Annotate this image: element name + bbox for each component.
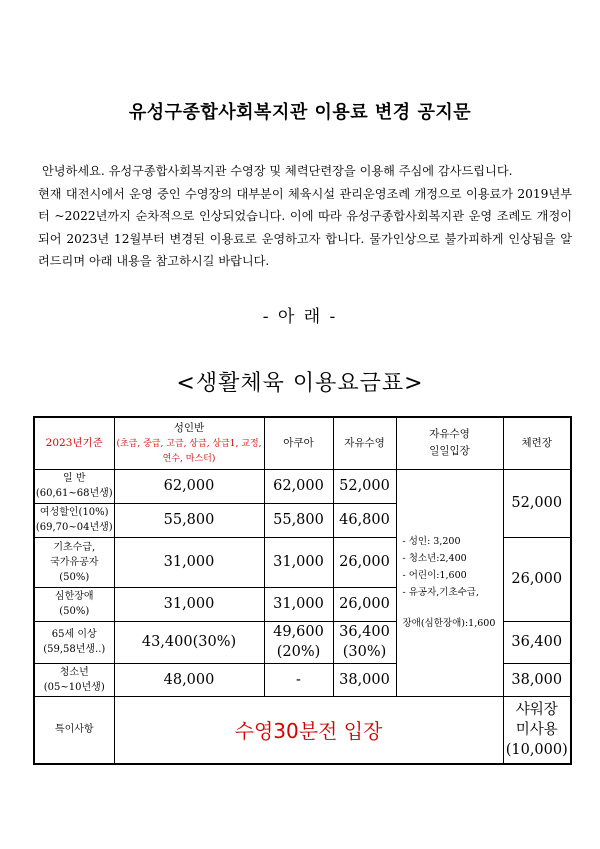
row-label-line: 여성할인(10%) (39, 507, 109, 518)
cell-aqua: 31,000 (264, 537, 333, 587)
row-label-general (34, 469, 114, 503)
cell-line: 샤워장 (515, 701, 558, 718)
cell-free-swim: 26,000 (333, 537, 396, 587)
cell-line: (20%) (276, 644, 321, 660)
header-free-swim: 자유수영 (333, 417, 396, 469)
row-label-line: 청소년 (59, 666, 89, 678)
daily-entry-line: - 유공자,기초수급, (402, 587, 480, 598)
fee-table (33, 416, 572, 765)
header-gym: 체련장 (503, 417, 571, 469)
row-label-line: 심한장애 (54, 591, 94, 602)
notice-line-2: 현재 대전시에서 운영 중인 수영장의 대부분이 체육시설 관리운영조례 개정으로 이용료가 2019년부터 ~2022년까지 순차적으로 인상되었습니다. 이에 따라 유성구종합사회복지관 운영 조례도 개정이 되어 2023년 12월부터 변경된 이용료로 운영하고자 합니다. 물가인상으로 불가피하게 인상됨을 알려드리며 아래 내용을 참고하시길 바랍니다. (38, 186, 572, 268)
row-label-line: (50%) (59, 571, 90, 583)
cell-aqua: 62,000 (264, 469, 333, 503)
cell-adult: 31,000 (114, 537, 264, 587)
cell-free-swim: 38,000 (333, 663, 396, 696)
cell-gym: 52,000 (503, 469, 571, 537)
cell-adult: 43,400(30%) (114, 621, 264, 663)
row-label-line: (59,58년생..) (43, 644, 106, 655)
cell-adult: 48,000 (114, 663, 264, 696)
row-label-women-discount (34, 503, 114, 537)
daily-entry-cell (396, 469, 503, 696)
cell-line: (30%) (342, 644, 387, 660)
cell-adult: 31,000 (114, 587, 264, 621)
cell-gym: 26,000 (503, 537, 571, 621)
cell-free-swim (333, 621, 396, 663)
cell-free-swim: 26,000 (333, 587, 396, 621)
row-label-line: (05~10년생) (43, 681, 105, 693)
row-label-line: 기초수급, (53, 541, 96, 553)
cell-adult: 55,800 (114, 503, 264, 537)
row-label-line: 일 반 (63, 473, 86, 484)
header-base-year: 2023년기준 (34, 417, 114, 469)
row-label-basic-living (34, 537, 114, 587)
header-adult-class-label: 성인반 (173, 421, 205, 434)
cell-aqua: 31,000 (264, 587, 333, 621)
daily-entry-line: - 어린이:1,600 (402, 570, 467, 581)
daily-entry-line: - 성인: 3,200 (402, 536, 461, 547)
special-label: 특이사항 (34, 696, 114, 764)
row-label-line: (50%) (59, 606, 90, 617)
row-label-youth (34, 663, 114, 696)
cell-aqua: 55,800 (264, 503, 333, 537)
header-adult-class-detail: (초급, 중급, 고급, 상급, 상급1, 교정, 연수, 마스터) (116, 438, 262, 464)
notice-line-1: 안녕하세요. 유성구종합사회복지관 수영장 및 체력단련장을 이용해 주심에 감사드립니다. (42, 164, 513, 178)
row-label-line: (69,70~04년생) (35, 522, 113, 533)
below-marker: - 아 래 - (262, 307, 338, 327)
cell-line: 49,600 (273, 624, 324, 640)
cell-aqua: - (264, 663, 333, 696)
daily-entry-line: 장애(심한장애):1,600 (402, 618, 496, 629)
header-daily-entry-line-2: 일일입장 (429, 445, 470, 458)
row-label-severe-disability (34, 587, 114, 621)
daily-entry-line: - 청소년:2,400 (402, 553, 467, 564)
notice-body (38, 160, 572, 273)
table-title: <생활체육 이용요금표> (176, 371, 424, 396)
cell-gym: 38,000 (503, 663, 571, 696)
row-label-line: 65세 이상 (51, 629, 97, 640)
table-row-special (34, 696, 571, 764)
header-adult-class (114, 417, 264, 469)
special-text: 수영30분전 입장 (114, 696, 503, 764)
row-label-line: (60,61~68년생) (35, 488, 113, 499)
cell-aqua (264, 621, 333, 663)
gym-special-cell (503, 696, 571, 764)
row-label-senior (34, 621, 114, 663)
cell-line: (10,000) (505, 741, 568, 758)
notice-title: 유성구종합사회복지관 이용료 변경 공지문 (128, 102, 472, 123)
cell-adult: 62,000 (114, 469, 264, 503)
header-aqua: 아쿠아 (264, 417, 333, 469)
header-daily-entry (396, 417, 503, 469)
cell-line: 미사용 (515, 721, 558, 738)
table-row (34, 469, 571, 503)
row-label-line: 국가유공자 (50, 556, 99, 568)
cell-gym: 36,400 (503, 621, 571, 663)
cell-free-swim: 46,800 (333, 503, 396, 537)
header-daily-entry-line-1: 자유수영 (429, 428, 470, 441)
cell-line: 36,400 (339, 624, 390, 640)
table-header-row (34, 417, 571, 469)
cell-free-swim: 52,000 (333, 469, 396, 503)
